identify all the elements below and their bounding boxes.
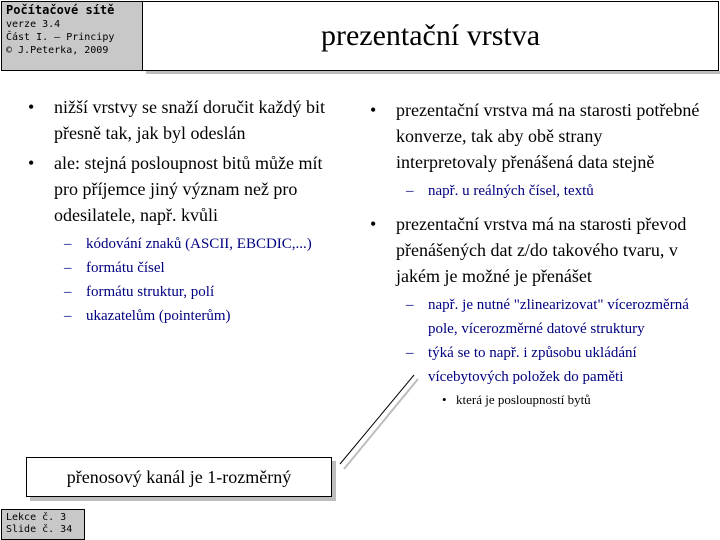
course-info-panel [1, 1, 143, 71]
right-bullet-2-text: prezentační vrstva má na starosti převod přenášených dat z/do takového tvaru, v jakém je možné je přenášet [396, 214, 687, 286]
right-subsub-1-text: která je posloupností bytů [456, 392, 591, 407]
left-bullet-1-text: nižší vrstvy se snaží doručit každý bit přesně tak, jak byl odeslán [54, 97, 325, 143]
bullet-dot: • [28, 153, 35, 173]
slide-info-panel [1, 509, 85, 540]
bullet-dot: • [370, 100, 377, 120]
left-bullet-2 [28, 150, 348, 228]
part-label: Část I. – Principy [6, 32, 115, 43]
bullet-dot: • [28, 97, 35, 117]
right-sub-3-text: týká se to např. i způsobu ukládání vícebytových položek do paměti [428, 345, 637, 385]
slide-number-label: Slide č. 34 [6, 524, 73, 535]
course-title: Počítačové sítě [6, 3, 115, 17]
left-sub-1-text: kódování znaků (ASCII, EBCDIC,...) [86, 236, 312, 252]
bullet-dot: • [442, 392, 447, 407]
left-sub-3 [28, 280, 348, 304]
right-bullet-1-text: prezentační vrstva má na starosti potřebné konverze, tak aby obě strany interpretovaly přenášená data stejně [396, 100, 700, 172]
slide-title-bar [143, 1, 719, 71]
right-sub-2-text: např. je nutné "zlinearizovat" vícerozměrná pole, vícerozměrné datové struktury [428, 297, 689, 337]
slide-title: prezentační vrstva [320, 19, 541, 52]
left-sub-4 [28, 304, 348, 328]
right-bullet-1 [370, 97, 700, 175]
right-bullet-2 [370, 211, 700, 289]
left-sub-4-text: ukazatelům (pointerům) [86, 308, 231, 324]
right-sub-3 [370, 341, 700, 389]
sub-dash: – [64, 308, 72, 324]
author-label: © J.Peterka, 2009 [6, 45, 109, 56]
callout-box [26, 457, 332, 497]
sub-dash: – [64, 236, 72, 252]
version-label: verze 3.4 [6, 19, 61, 30]
left-sub-2 [28, 256, 348, 280]
right-subsub-1 [370, 389, 700, 411]
sub-dash: – [406, 183, 414, 199]
left-sub-2-text: formátu čísel [86, 260, 165, 276]
right-column [370, 97, 700, 411]
right-sub-1-text: např. u reálných čísel, textů [428, 183, 594, 199]
left-sub-1 [28, 232, 348, 256]
sub-dash: – [406, 297, 414, 313]
left-bullet-2-text: ale: stejná posloupnost bitů může mít pro příjemce jiný význam než pro odesilatele, např. kvůli [54, 153, 323, 225]
right-sub-2 [370, 293, 700, 341]
lecture-label: Lekce č. 3 [6, 512, 67, 523]
sub-dash: – [64, 284, 72, 300]
left-bullet-1 [28, 94, 348, 146]
left-sub-3-text: formátu struktur, polí [86, 284, 215, 300]
bullet-dot: • [370, 214, 377, 234]
left-column [28, 94, 348, 328]
sub-dash: – [64, 260, 72, 276]
title-shadow [146, 71, 720, 74]
right-sub-1 [370, 179, 700, 203]
callout-text: přenosový kanál je 1-rozměrný [66, 467, 292, 487]
sub-dash: – [406, 345, 414, 361]
